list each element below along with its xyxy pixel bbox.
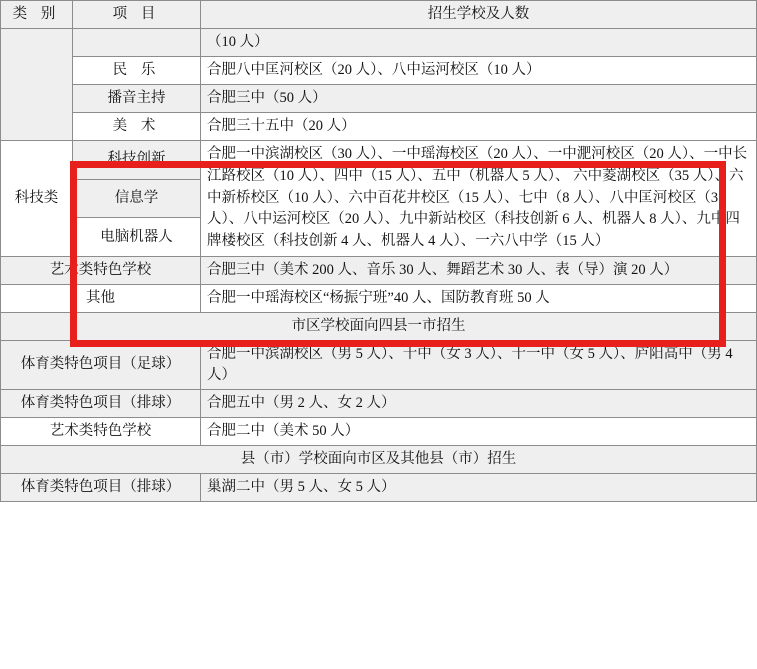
row-item-qita: 其他 (1, 284, 201, 312)
band-city-label: 市区学校面向四县一市招生 (1, 312, 757, 340)
table-row (1, 85, 757, 113)
table-row (1, 417, 757, 445)
row-schools: 合肥五中（男 2 人、女 2 人） (201, 389, 757, 417)
table-row (1, 389, 757, 417)
row-item-boyin: 播音主持 (73, 85, 201, 113)
row-schools-keji (201, 141, 757, 257)
header-item: 项 目 (73, 1, 201, 29)
row-item-yishu-tese-city: 艺术类特色学校 (1, 417, 201, 445)
header-category: 类 别 (1, 1, 73, 29)
row-item-yishu-tese: 艺术类特色学校 (1, 256, 201, 284)
band-row-county (1, 445, 757, 473)
row-item-meishu: 美 术 (73, 113, 201, 141)
row-schools: 合肥二中（美术 50 人） (201, 417, 757, 445)
table-row (1, 141, 757, 180)
table-row (1, 113, 757, 141)
row-schools: 巢湖二中（男 5 人、女 5 人） (201, 473, 757, 501)
row-item-kejichuangxin: 科技创新 (73, 141, 201, 180)
header-schools: 招生学校及人数 (201, 1, 757, 29)
table-row (1, 473, 757, 501)
row-item-xinxixue: 信息学 (73, 179, 201, 218)
row-schools: 合肥三中（50 人） (201, 85, 757, 113)
row-schools: 合肥一中滨湖校区（男 5 人）、十中（女 3 人）、十一中（女 5 人）、庐阳高中（男 4 人） (201, 340, 757, 389)
schools-line-1: 合肥一中滨湖校区（30 人）、一中瑶海校区（20 人）、一中淝河校区（20 (207, 146, 664, 163)
schools-line-3: 六中菱湖校区（35 人）、六中新桥校区（10 人）、六中百花井校区（15 人）、七中（8 人）、八中匡河校区（35 人）、八中运河校区（20 人）、九中新站校区（科技创新 6 人、机器人 8 人）、九中四牌楼校区（科技创新 4 人、机器人 4 人）、一六八中学（15 人） (207, 167, 744, 250)
row-item-volleyball-county: 体育类特色项目（排球） (1, 473, 201, 501)
row-category-blank (1, 29, 73, 141)
schools-line-2: 人）、一中长江路校区（10 人）、四中（15 人）、五中（机器人 5 人）、 (207, 146, 748, 184)
row-schools: 合肥三十五中（20 人） (201, 113, 757, 141)
row-schools: 合肥一中瑶海校区“杨振宁班”40 人、国防教育班 50 人 (201, 284, 757, 312)
row-schools: 合肥三中（美术 200 人、音乐 30 人、舞蹈艺术 30 人、表（导）演 20 人） (201, 256, 757, 284)
band-row-city (1, 312, 757, 340)
row-schools: 合肥八中匡河校区（20 人）、八中运河校区（10 人） (201, 57, 757, 85)
row-item-football: 体育类特色项目（足球） (1, 340, 201, 389)
table-row (1, 284, 757, 312)
row-schools: （10 人） (201, 29, 757, 57)
row-item-jiqiren: 电脑机器人 (73, 218, 201, 257)
table-row (1, 256, 757, 284)
band-county-label: 县（市）学校面向市区及其他县（市）招生 (1, 445, 757, 473)
table-row (1, 340, 757, 389)
table-header-row (1, 1, 757, 29)
row-item-minyue: 民 乐 (73, 57, 201, 85)
row-item-blank (73, 29, 201, 57)
row-item-volleyball-city: 体育类特色项目（排球） (1, 389, 201, 417)
table-row (1, 57, 757, 85)
row-category-keji: 科技类 (1, 141, 73, 257)
table-row (1, 29, 757, 57)
